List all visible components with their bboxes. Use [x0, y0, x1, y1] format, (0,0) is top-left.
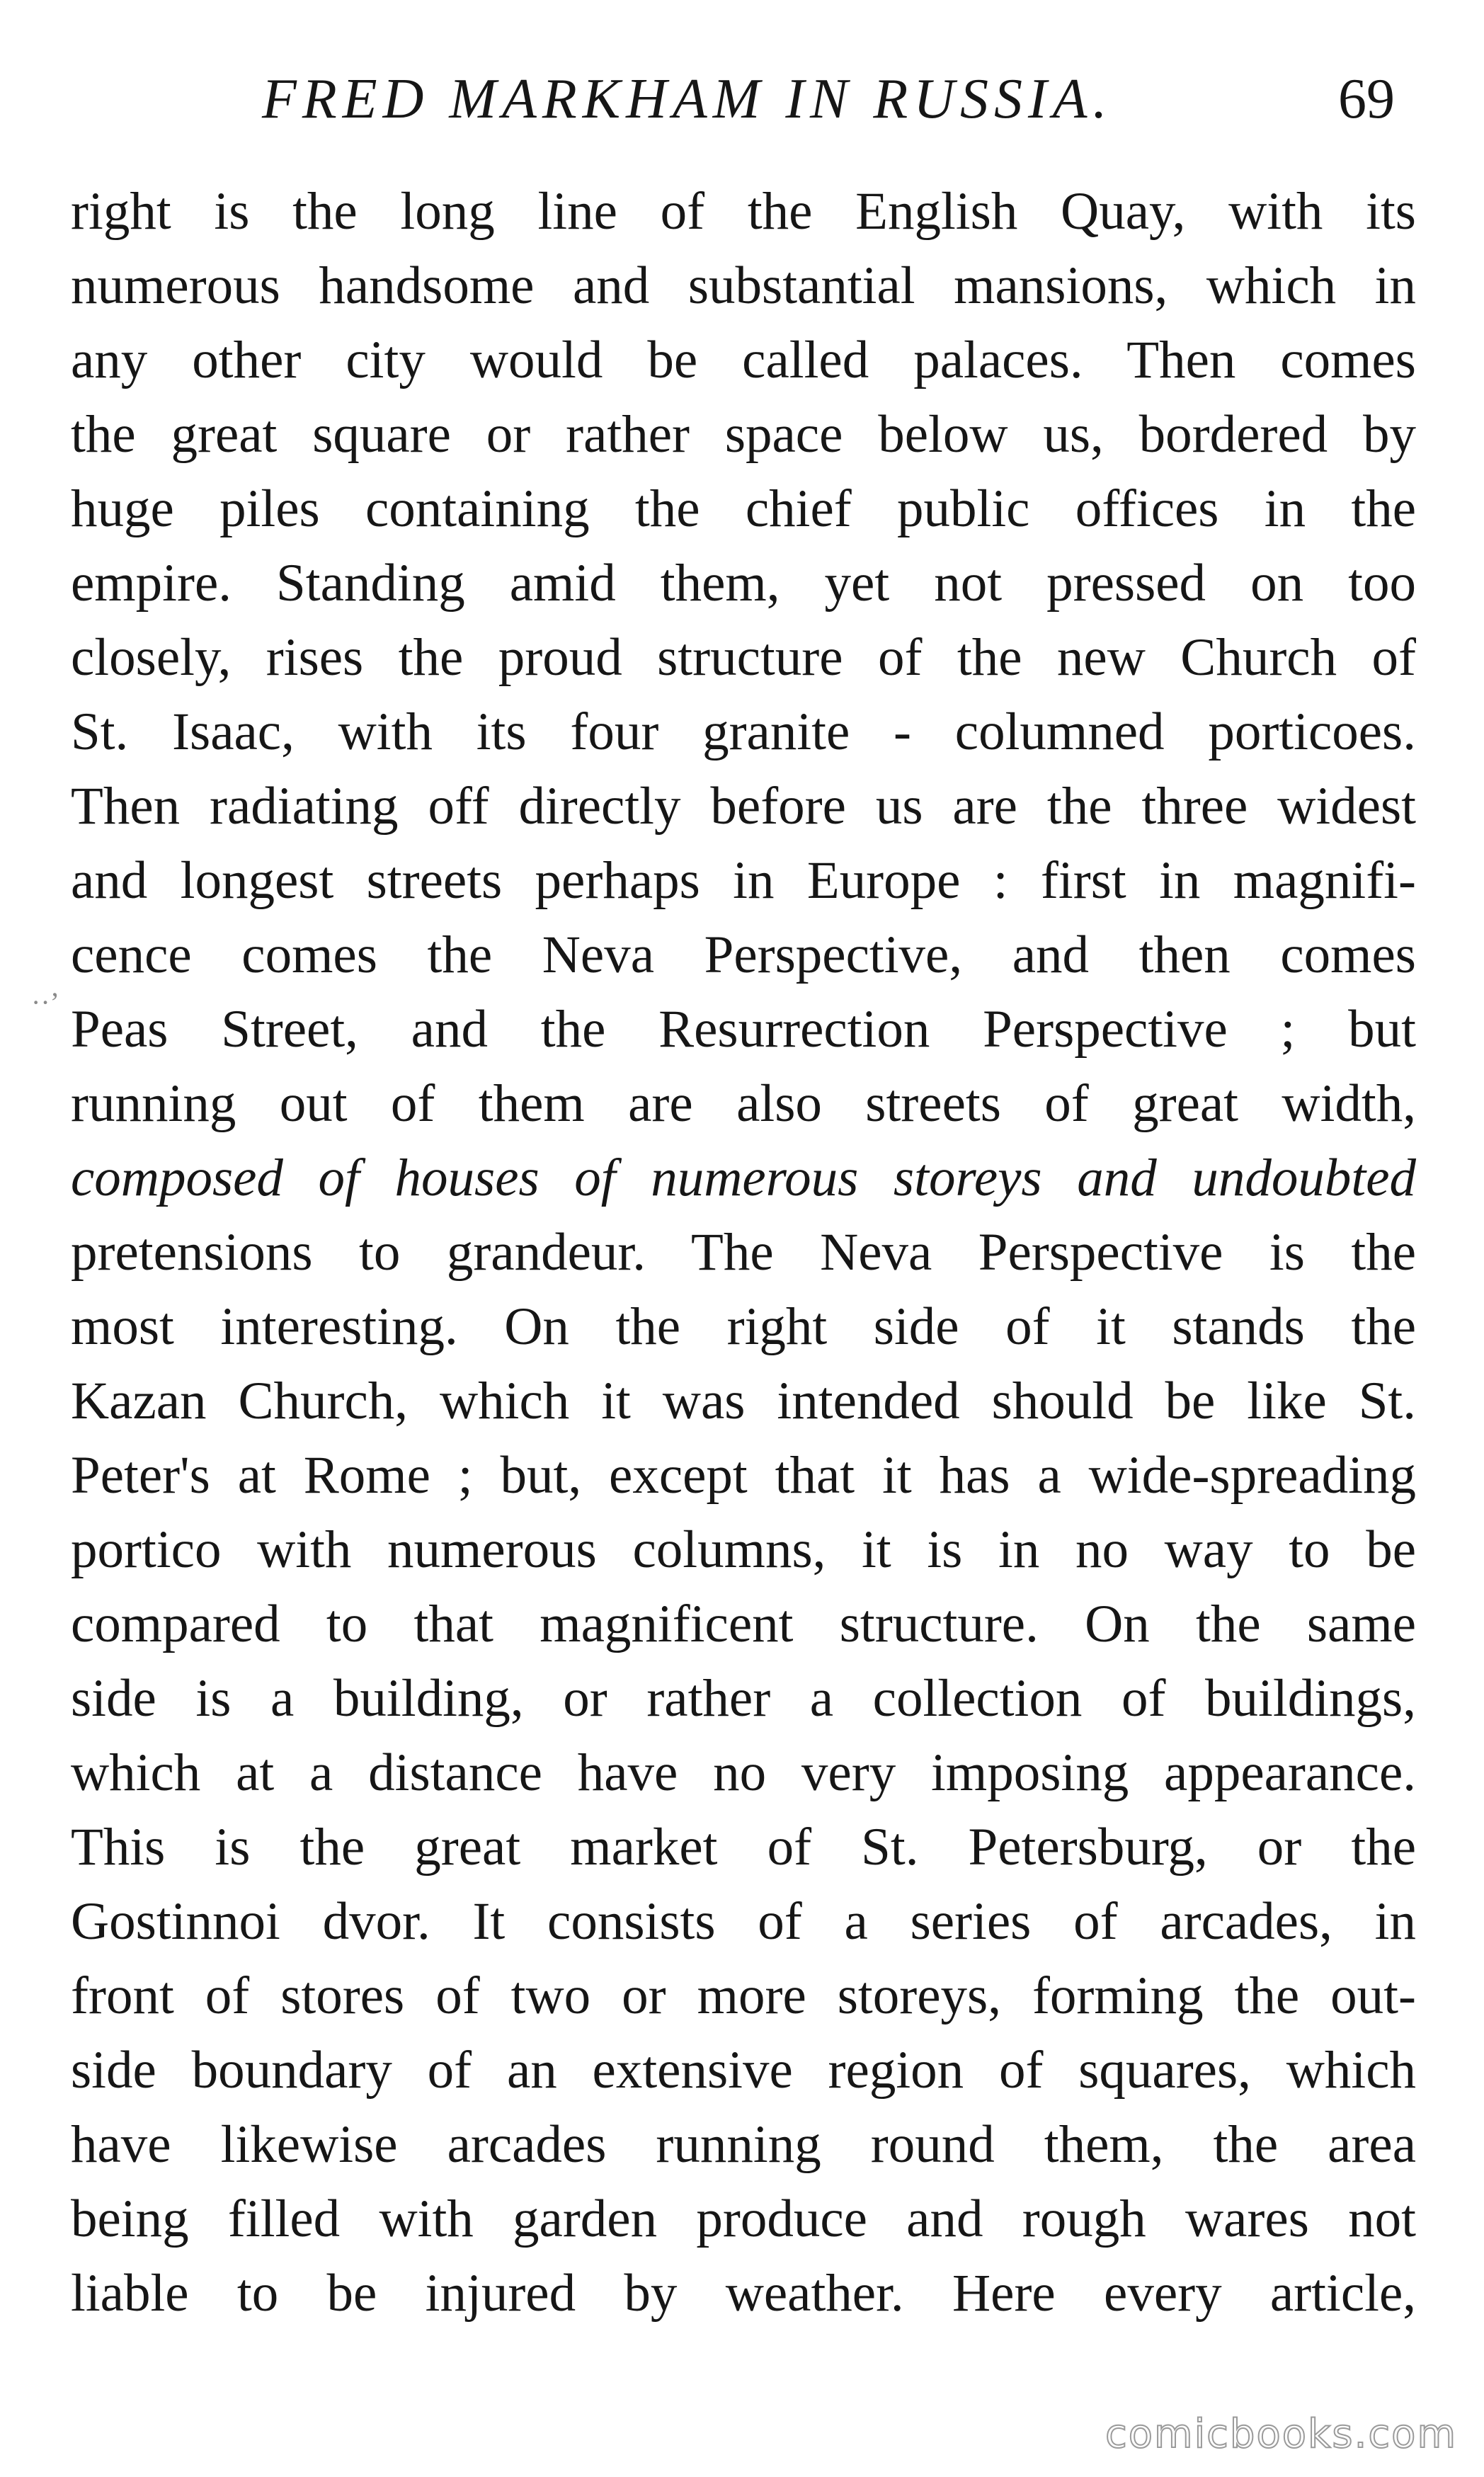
text-line: running out of them are also streets of great width, [71, 1074, 1416, 1133]
text-line: which at a distance have no very imposing appearance. [71, 1743, 1416, 1802]
text-line: cence comes the Neva Perspective, and then comes [71, 926, 1416, 984]
text-line: Peter's at Rome ; but, except that it has a wide-spreading [71, 1446, 1416, 1505]
text-line: portico with numerous columns, it is in no way to be [71, 1520, 1416, 1579]
text-line: composed of houses of numerous storeys and undoubted [71, 1149, 1416, 1207]
text-line: pretensions to grandeur. The Neva Perspective is the [71, 1223, 1416, 1282]
text-line: huge piles containing the chief public offices in the [71, 479, 1416, 538]
text-line: most interesting. On the right side of it stands the [71, 1297, 1416, 1356]
text-line: Peas Street, and the Resurrection Perspective ; but [71, 1000, 1416, 1059]
text-line: the great square or rather space below us, bordered by [71, 405, 1416, 464]
text-line: This is the great market of St. Petersburg, or the [71, 1818, 1416, 1877]
text-line: and longest streets perhaps in Europe : first in magnifi- [71, 851, 1416, 910]
body-text [71, 174, 1416, 2330]
text-line: being filled with garden produce and rough wares not [71, 2190, 1416, 2248]
running-title: FRED MARKHAM IN RUSSIA. [262, 68, 1113, 130]
text-line: compared to that magnificent structure. On the same [71, 1595, 1416, 1653]
text-line: any other city would be called palaces. Then comes [71, 331, 1416, 389]
text-line: have likewise arcades running round them, the area [71, 2115, 1416, 2174]
text-line: Kazan Church, which it was intended should be like St. [71, 1372, 1416, 1430]
text-line: side boundary of an extensive region of squares, which [71, 2041, 1416, 2100]
text-line: Then radiating off directly before us are the three widest [71, 777, 1416, 836]
text-line: closely, rises the proud structure of the new Church of [71, 628, 1416, 687]
text-line: numerous handsome and substantial mansions, which in [71, 256, 1416, 315]
text-line: liable to be injured by weather. Here every article, [71, 2264, 1416, 2323]
page-number: 69 [1338, 68, 1395, 130]
running-head [71, 57, 1416, 142]
margin-mark: ··’ [31, 986, 59, 1018]
text-line: front of stores of two or more storeys, forming the out- [71, 1966, 1416, 2025]
text-line: side is a building, or rather a collection of buildings, [71, 1669, 1416, 1728]
text-line: right is the long line of the English Quay, with its [71, 182, 1416, 241]
text-line: Gostinnoi dvor. It consists of a series of arcades, in [71, 1892, 1416, 1951]
text-line: empire. Standing amid them, yet not pressed on too [71, 554, 1416, 613]
text-line: St. Isaac, with its four granite - columned porticoes. [71, 702, 1416, 761]
watermark: comicbooks.com [1105, 2411, 1457, 2457]
